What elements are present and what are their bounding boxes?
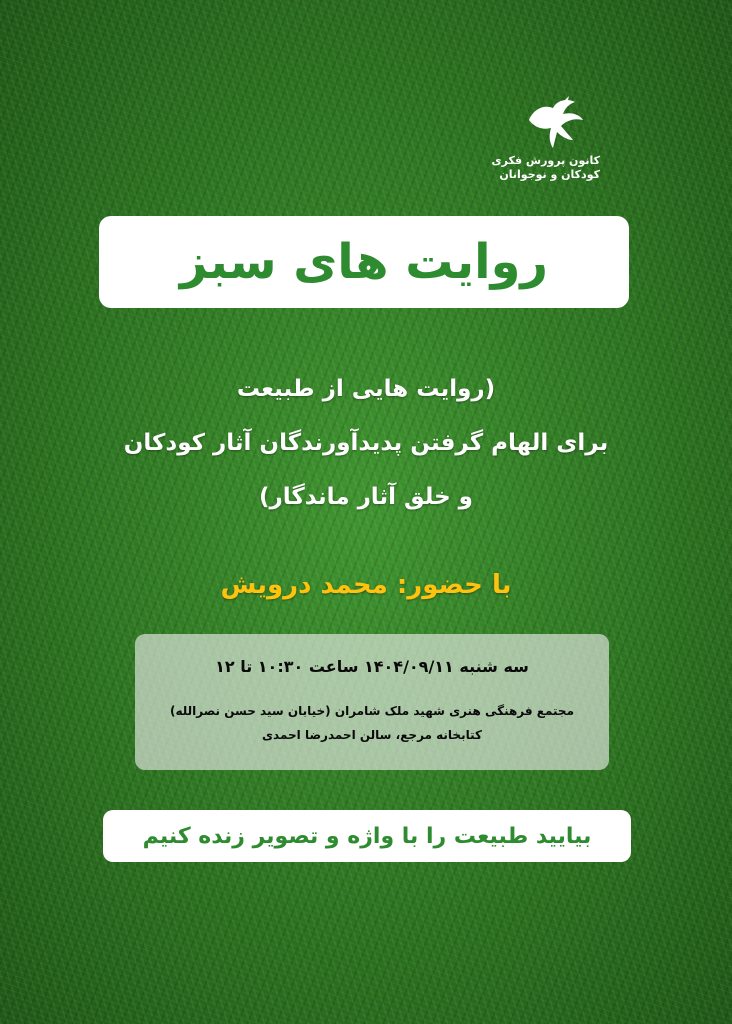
- intro-line-1: (روایت هایی از طبیعت: [236, 376, 496, 402]
- page-title: روایت های سبز: [179, 234, 549, 290]
- event-details-box: [135, 634, 609, 770]
- intro-text: [40, 366, 692, 528]
- event-room: کتابخانه مرجع، سالن احمدرضا احمدی: [262, 728, 482, 742]
- event-datetime: سه شنبه ۱۴۰۴/۰۹/۱۱ ساعت ۱۰:۳۰ تا ۱۲: [215, 657, 529, 676]
- presenter-line: با حضور: محمد درویش: [220, 570, 512, 600]
- event-venue: مجتمع فرهنگی هنری شهید ملک شامران (خیابان سید حسن نصرالله): [169, 704, 575, 718]
- logo-text-line-1: کانون پرورش فکری: [491, 154, 600, 167]
- kanoon-logo: [491, 96, 600, 196]
- intro-line-3: و خلق آثار ماندگار): [259, 484, 473, 510]
- slogan-text: بیایید طبیعت را با واژه و تصویر زنده کنیم: [142, 823, 592, 849]
- kanoon-bird-logo-icon: [523, 96, 587, 154]
- intro-line-2: برای الهام گرفتن پدیدآورندگان آثار کودکان: [123, 430, 609, 456]
- slogan-banner: [103, 810, 631, 862]
- logo-text-line-2: کودکان و نوجوانان: [499, 168, 600, 181]
- title-banner: [99, 216, 629, 308]
